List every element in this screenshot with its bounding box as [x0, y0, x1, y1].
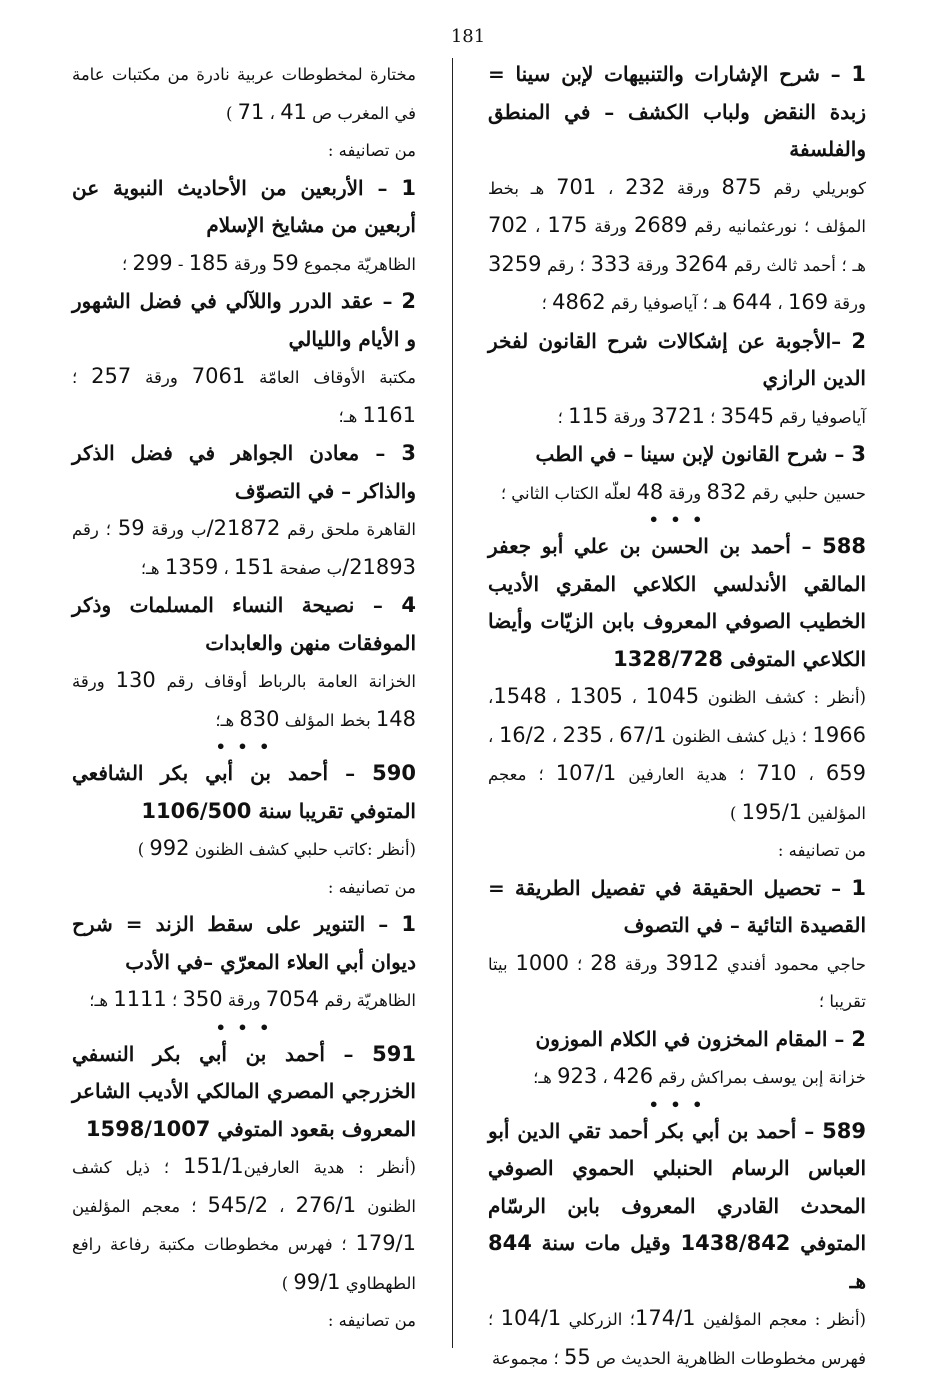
entry-text: (أنظر : معجم المؤلفين 174/1؛ الزركلي 104/1 ؛ فهرس مخطوطات الظاهرية الحديث ص 55 ؛ مجموعة	[488, 1306, 866, 1369]
section-separator: • • •	[648, 1094, 706, 1114]
left-column	[72, 56, 416, 1340]
entry-text: الخزانة العامة بالرباط أوقاف رقم 130 ورقة 148 بخط المؤلف 830 هـ؛	[72, 668, 416, 731]
entry-heading: 1 – الأربعين من الأحاديث النبوية عن أربعين من مشايخ الإسلام	[72, 175, 416, 237]
right-column	[488, 56, 866, 1377]
entry-heading: 2 – المقام المخزون في الكلام الموزون	[535, 1026, 866, 1051]
page-number: 181	[450, 26, 486, 47]
entry-text: من تصانيفه :	[777, 841, 866, 860]
entry-text: الظاهريّة رقم 7054 ورقة 350 ؛ 1111 هـ؛	[89, 987, 416, 1011]
entry-text: (أنظر : هدية العارفين151/1 ؛ ذيل كشف الظنون 276/1 ، 545/2 ؛ معجم المؤلفين 179/1 ؛ فهرس مخطوطات مكتبة رفاعة رافع الطهطاوي 99/1 )	[72, 1154, 416, 1294]
entry-heading: 1 – التنوير على سقط الزند = شرح ديوان أبي العلاء المعرّي –في الأدب	[72, 912, 416, 974]
entry-text: (أنظر : كشف الظنون 1045 ، 1305 ، 1548، 1966 ؛ ذيل كشف الظنون 67/1 ، 235 ، 16/2 ، 659 ، 710 ؛ هدية العارفين 107/1 ؛ معجم المؤلفين 195/1 )	[488, 684, 866, 824]
entry-text: من تصانيفه :	[327, 877, 416, 897]
entry-heading: 591 – أحمد بن أبي بكر النسفي الخزرجي المصري المالكي الأديب الشاعر المعروف بقعود المتوفي 1598/1007	[72, 1041, 416, 1141]
column-divider	[452, 58, 453, 1348]
entry-text: حاجي محمود أفندي 3912 ورقة 28 ؛ 1000 بيتا تقريبا ؛	[488, 950, 866, 1011]
entry-text: من تصانيفه :	[327, 1311, 416, 1330]
entry-text: مكتبة الأوقاف العامّة 7061 ورقة 257 ؛ 1161 هـ؛	[72, 364, 416, 427]
entry-heading: 2 – عقد الدرر واللآلي في فضل الشهور و الأيام والليالي	[72, 289, 416, 351]
entry-heading: 588 – أحمد بن الحسن بن علي أبو جعفر المالقي الأندلسي الكلاعي المقري الأديب الخطيب الصوفي المعروف بابن الزيّات وأيضا الكلاعي المتوفى 1328/728	[488, 534, 866, 671]
entry-text: الظاهريّة مجموع 59 ورقة 185 - 299 ؛	[122, 250, 416, 275]
entry-text: آياصوفيا رقم 3545 ؛ 3721 ورقة 115 ؛	[557, 403, 866, 428]
entry-heading: 2 –الأجوبة عن إشكالات شرح القانون لفخر الدين الرازي	[488, 328, 866, 390]
entry-text: القاهرة ملحق رقم 21872/ب ورقة 59 ؛ رقم 21893/ب صفحة 151 ، 1359 هـ؛	[72, 516, 416, 579]
entry-heading: 3 – معادن الجواهر في فضل الذكر والذاكر – في التصوّف	[72, 441, 416, 503]
entry-text: كوبريلي رقم 875 ورقة 232 ، 701 هـ بخط المؤلف ؛ نورعثمانيه رقم 2689 ورقة 175 ، 702 هـ ؛ أحمد ثالث رقم 3264 ورقة 333 ؛ رقم 3259 ورقة 169 ، 644 هـ ؛ آياصوفيا رقم 4862 ؛	[488, 174, 866, 314]
entry-heading: 4 – نصيحة النساء المسلمات وذكر الموفقات منهن والعابدات	[72, 593, 416, 655]
entry-heading: 1 – شرح الإشارات والتنبيهات لإبن سينا = زبدة النقض ولباب الكشف – في المنطق والفلسفة	[488, 62, 866, 161]
entry-text: من تصانيفه :	[327, 141, 416, 160]
entry-heading: 590 – أحمد بن أبي بكر الشافعي المتوفي تقريبا سنة 1106/500	[72, 761, 416, 823]
entry-text: مختارة لمخطوطات عربية نادرة من مكتبات عامة في المغرب ص 41 ، 71 )	[72, 65, 416, 124]
section-separator: • • •	[215, 737, 273, 756]
entry-text: (أنظر :كاتب حلبي كشف الظنون 992 )	[137, 836, 416, 860]
section-separator: • • •	[648, 510, 706, 529]
entry-heading: 1 – تحصيل الحقيقة في تفصيل الطريقة = القصيدة التائية – في التصوف	[488, 875, 866, 937]
entry-heading: 3 – شرح القانون لإبن سينا – في الطب	[535, 442, 866, 466]
section-separator: • • •	[215, 1017, 273, 1037]
entry-heading: 589 – أحمد بن أبي بكر أحمد تقي الدين أبو العباس الرسام الحنبلي الحموي الصوفي المحدث القادري المعروف بابن الرسّام المتوفي 1438/842 وقيل مات سنة 844 هـ	[488, 1118, 866, 1293]
entry-text: خزانة إبن يوسف بمراكش رقم 426 ، 923 هـ؛	[533, 1064, 866, 1088]
entry-text: حسين حلبي رقم 832 ورقة 48 لعلّه الكتاب الثاني ؛	[500, 479, 866, 504]
